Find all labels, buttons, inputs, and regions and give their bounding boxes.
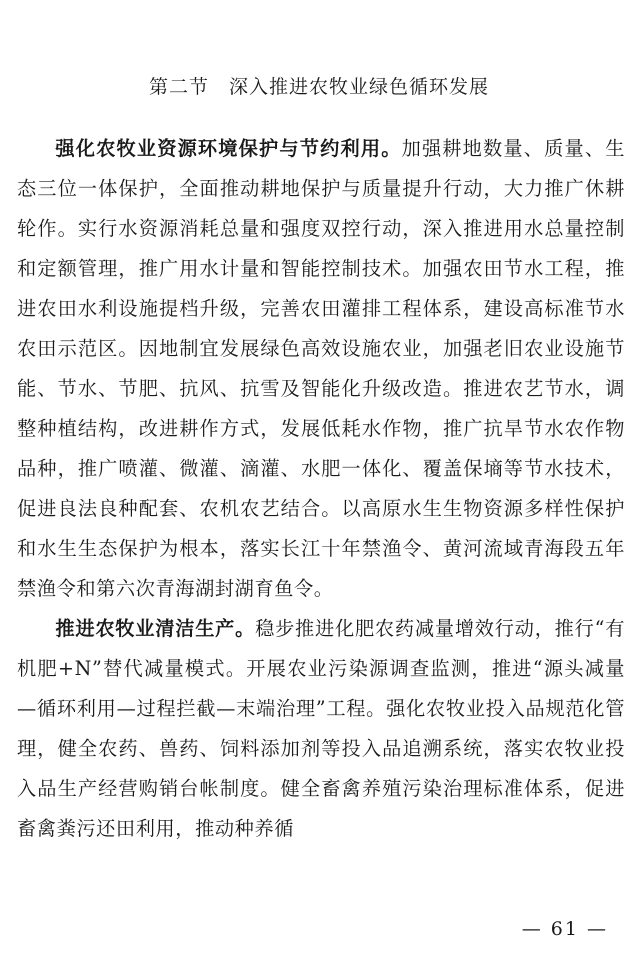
paragraph-text: 稳步推进化肥农药减量增效行动，推行“有机肥+N”替代减量模式。开展农业污染源调查监测，推进“源头减量—循环利用—过程拦截—末端治理”工程。强化农牧业投入品规范化管理，健全农药、兽药、饲料添加剂等投入品追溯系统，落实农牧业投入品生产经营购销台帐制度。健全畜禽养殖污染治理标准体系，促进畜禽粪污还田利用，推动种养循 [17, 617, 625, 840]
paragraph-text: 加强耕地数量、质量、生态三位一体保护，全面推动耕地保护与质量提升行动，大力推广休耕轮作。实行水资源消耗总量和强度双控行动，深入推进用水总量控制和定额管理，推广用水计量和智能控制技术。加强农田节水工程，推进农田水利设施提档升级，完善农田灌排工程体系，建设高标准节水农田示范区。因地制宜发展绿色高效设施农业，加强老旧农业设施节能、节水、节肥、抗风、抗雪及智能化升级改造。推进农艺节水，调整种植结构，改进耕作方式，发展低耗水作物，推广抗旱节水农作物品种，推广喷灌、微灌、滴灌、水肥一体化、覆盖保墒等节水技术，促进良法良种配套、农机农艺结合。以高原水生生物资源多样性保护和水生生态保护为根本，落实长江十年禁渔令、黄河流域青海段五年禁渔令和第六次青海湖封湖育鱼令。 [17, 137, 625, 600]
section-title: 第二节 深入推进农牧业绿色循环发展 [148, 76, 489, 98]
paragraph-lead: 推进农牧业清洁生产。 [55, 617, 256, 640]
body-text [17, 129, 625, 849]
paragraph-lead: 强化农牧业资源环境保护与节约利用。 [55, 137, 402, 160]
page-number: — 61 — [521, 918, 608, 940]
paragraph-resource-protection [17, 129, 625, 609]
paragraph-clean-production [17, 609, 625, 849]
